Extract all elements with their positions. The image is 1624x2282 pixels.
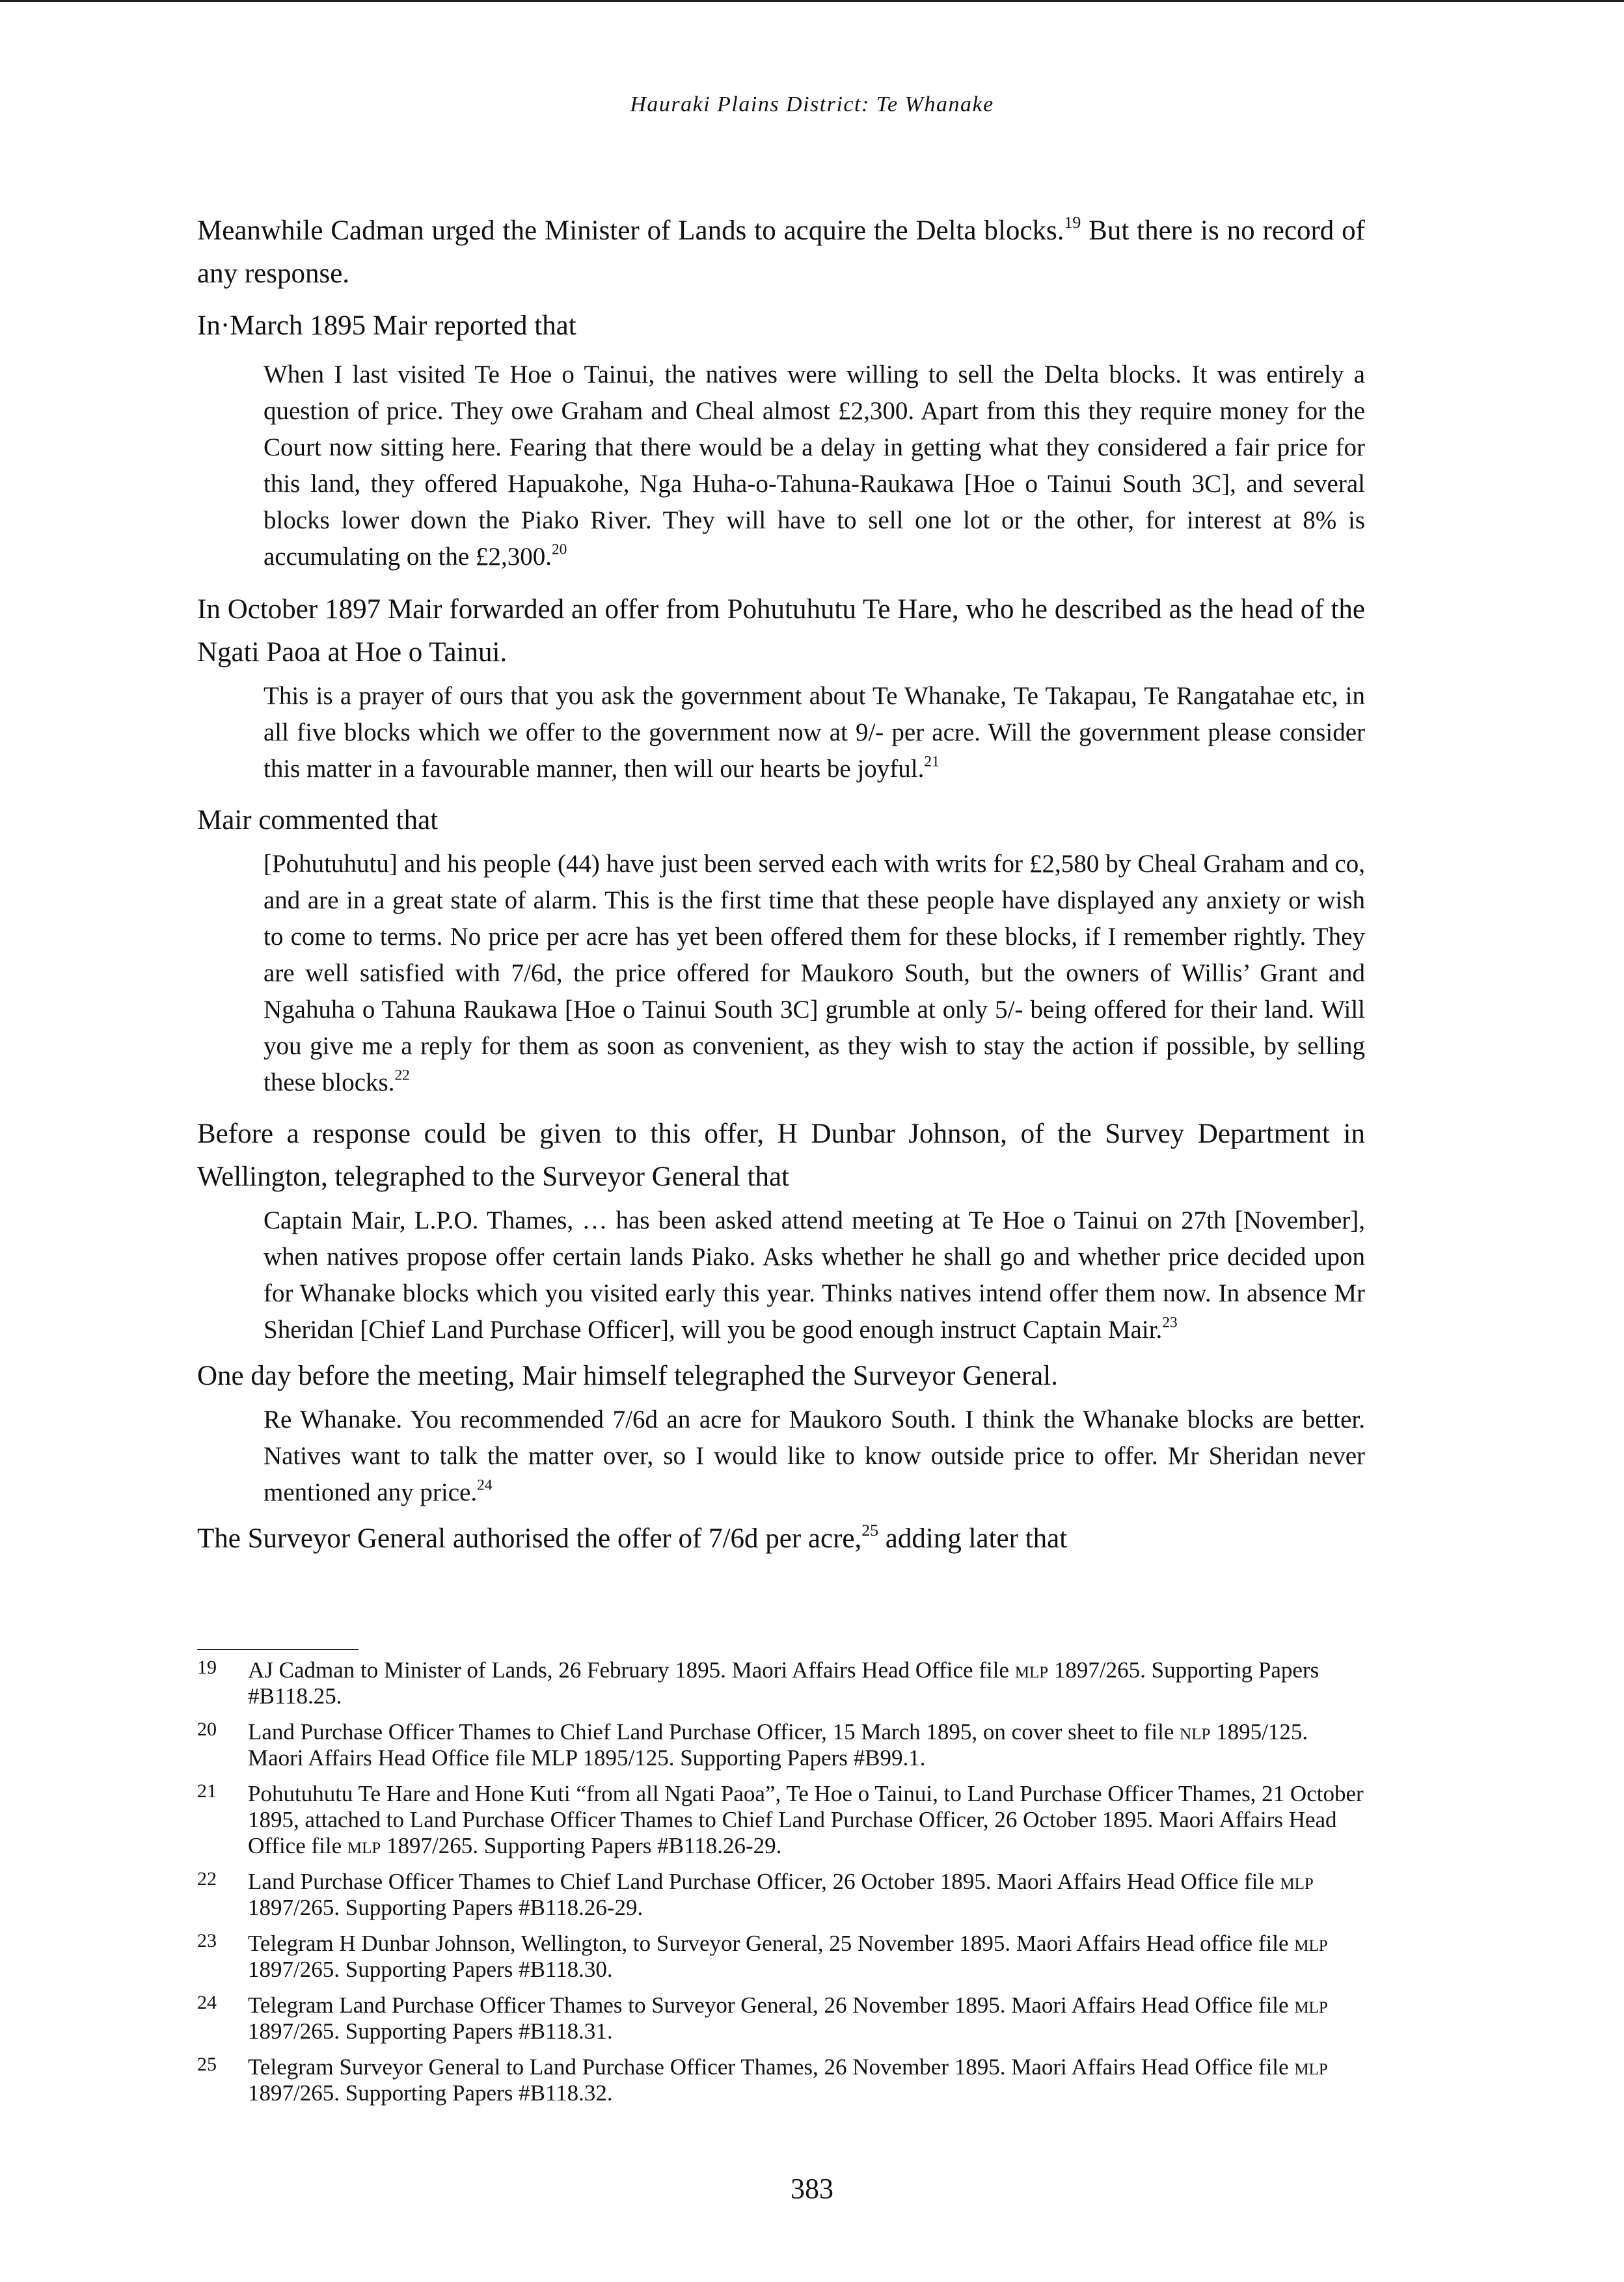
block-quote: Re Whanake. You recommended 7/6d an acre for Maukoro South. I think the Whanake blocks are better. Natives want to talk the matter over, so I would like to know outside price to offer. Mr Sheridan never mentioned any price.$^{24}$: [264, 1406, 1365, 1506]
body-text: [197, 210, 1365, 1560]
footnote-ref[interactable]: 25: [861, 1520, 879, 1540]
paragraph: Meanwhile Cadman urged the Minister of Lands to acquire the Delta blocks.$^{19}$ But there is no record of any response.: [197, 212, 1365, 289]
footnote-ref[interactable]: 21: [924, 753, 940, 770]
footnote-number: 24: [197, 1992, 217, 2013]
page-number: 383: [791, 2173, 833, 2205]
paragraph: In·March 1895 Mair reported that: [197, 310, 576, 341]
footnote-number: 25: [197, 2054, 217, 2075]
footnote: 25 Telegram Surveyor General to Land Purchase Officer Thames, 26 November 1895. Maori Affairs Head Office file mlp 1897/265. Supporting Papers #B118.32.: [197, 2054, 1365, 2106]
paragraph: One day before the meeting, Mair himself telegraphed the Surveyor General.: [197, 1361, 1058, 1391]
footnote-number: 22: [197, 1868, 217, 1890]
footnote-ref[interactable]: 23: [1162, 1314, 1178, 1331]
footnote-rule: [197, 1649, 359, 1650]
block-quote: Captain Mair, L.P.O. Thames, … has been asked attend meeting at Te Hoe o Tainui on 27th [November], when natives propose offer certain lands Piako. Asks whether he shall go and whether price decided upon for Whanake blocks which you visited early this year. Thinks natives intend offer them now. In absence Mr Sheridan [Chief Land Purchase Officer], will you be good enough instruct Captain Mair.$^{23}$: [264, 1206, 1365, 1344]
block-quote: [Pohutuhutu] and his people (44) have just been served each with writs for £2,580 by Cheal Graham and co, and are in a great state of alarm. This is the first time that these people have displayed any anxiety or wish to come to terms. No price per acre has yet been offered them for these blocks, if I remember rightly. They are well satisfied with 7/6d, the price offered for Maukoro South, but the owners of Willis’ Grant and Ngahuha o Tahuna Raukawa [Hoe o Tainui South 3C] grumble at only 5/- being offered for their land. Will you give me a reply for them as soon as convenient, as they wish to stay the action if possible, by selling these blocks.$^{22}$: [264, 850, 1365, 1096]
footnote: 23 Telegram H Dunbar Johnson, Wellington, to Surveyor General, 25 November 1895. Maori Affairs Head office file mlp 1897/265. Supporting Papers #B118.30.: [197, 1931, 1365, 1983]
block-quote: When I last visited Te Hoe o Tainui, the natives were willing to sell the Delta blocks. It was entirely a question of price. They owe Graham and Cheal almost £2,300. Apart from this they require money for the Court now sitting here. Fearing that there would be a delay in getting what they considered a fair price for this land, they offered Hapuakohe, Nga Huha-o-Tahuna-Raukawa [Hoe o Tainui South 3C], and several blocks lower down the Piako River. They will have to sell one lot or the other, for interest at 8% is accumulating on the £2,300.20: [264, 360, 1365, 571]
paragraph: The Surveyor General authorised the offer of 7/6d per acre,$^{25}$ adding later that: [197, 1520, 1068, 1554]
footnote-ref[interactable]: 19: [1064, 212, 1081, 232]
footnote-number: 20: [197, 1718, 217, 1740]
footnote: 24 Telegram Land Purchase Officer Thames to Surveyor General, 26 November 1895. Maori Affairs Head Office file mlp 1897/265. Supporting Papers #B118.31.: [197, 1992, 1365, 2044]
page-top-rule: [0, 0, 1624, 2]
footnotes: [197, 1657, 1365, 2116]
footnote: 19 AJ Cadman to Minister of Lands, 26 February 1895. Maori Affairs Head Office file mlp 1897/265. Supporting Papers #B118.25.: [197, 1657, 1365, 1709]
running-header: Hauraki Plains District: Te Whanake: [630, 92, 994, 116]
footnote: 21 Pohutuhutu Te Hare and Hone Kuti “from all Ngati Paoa”, Te Hoe o Tainui, to Land Purchase Officer Thames, 21 October 1895, attached to Land Purchase Officer Thames to Chief Land Purchase Officer, 26 October 1895. Maori Affairs Head Office file mlp 1897/265. Supporting Papers #B118.26-29.: [197, 1781, 1365, 1859]
footnote: 20 Land Purchase Officer Thames to Chief Land Purchase Officer, 15 March 1895, on cover sheet to file nlp 1895/125. Maori Affairs Head Office file MLP 1895/125. Supporting Papers #B99.1.: [197, 1719, 1365, 1771]
footnote-number: 19: [197, 1657, 217, 1678]
footnote-ref[interactable]: 22: [394, 1066, 410, 1084]
paragraph: Mair commented that: [197, 805, 439, 835]
paragraph: Before a response could be given to this offer, H Dunbar Johnson, of the Survey Department in Wellington, telegraphed to the Surveyor General that: [197, 1119, 1365, 1192]
footnote: 22 Land Purchase Officer Thames to Chief Land Purchase Officer, 26 October 1895. Maori Affairs Head Office file mlp 1897/265. Supporting Papers #B118.26-29.: [197, 1869, 1365, 1921]
footnote-ref[interactable]: 20: [551, 541, 567, 558]
footnote-ref[interactable]: 24: [477, 1476, 493, 1494]
block-quote: This is a prayer of ours that you ask the government about Te Whanake, Te Takapau, Te Rangatahae etc, in all five blocks which we offer to the government now at 9/- per acre. Will the government please consider this matter in a favourable manner, then will our hearts be joyful.$^{21}$: [264, 682, 1365, 783]
footnote-number: 23: [197, 1930, 217, 1951]
footnote-number: 21: [197, 1780, 217, 1802]
paragraph: In October 1897 Mair forwarded an offer from Pohutuhutu Te Hare, who he described as the head of the Ngati Paoa at Hoe o Tainui.: [197, 594, 1365, 668]
